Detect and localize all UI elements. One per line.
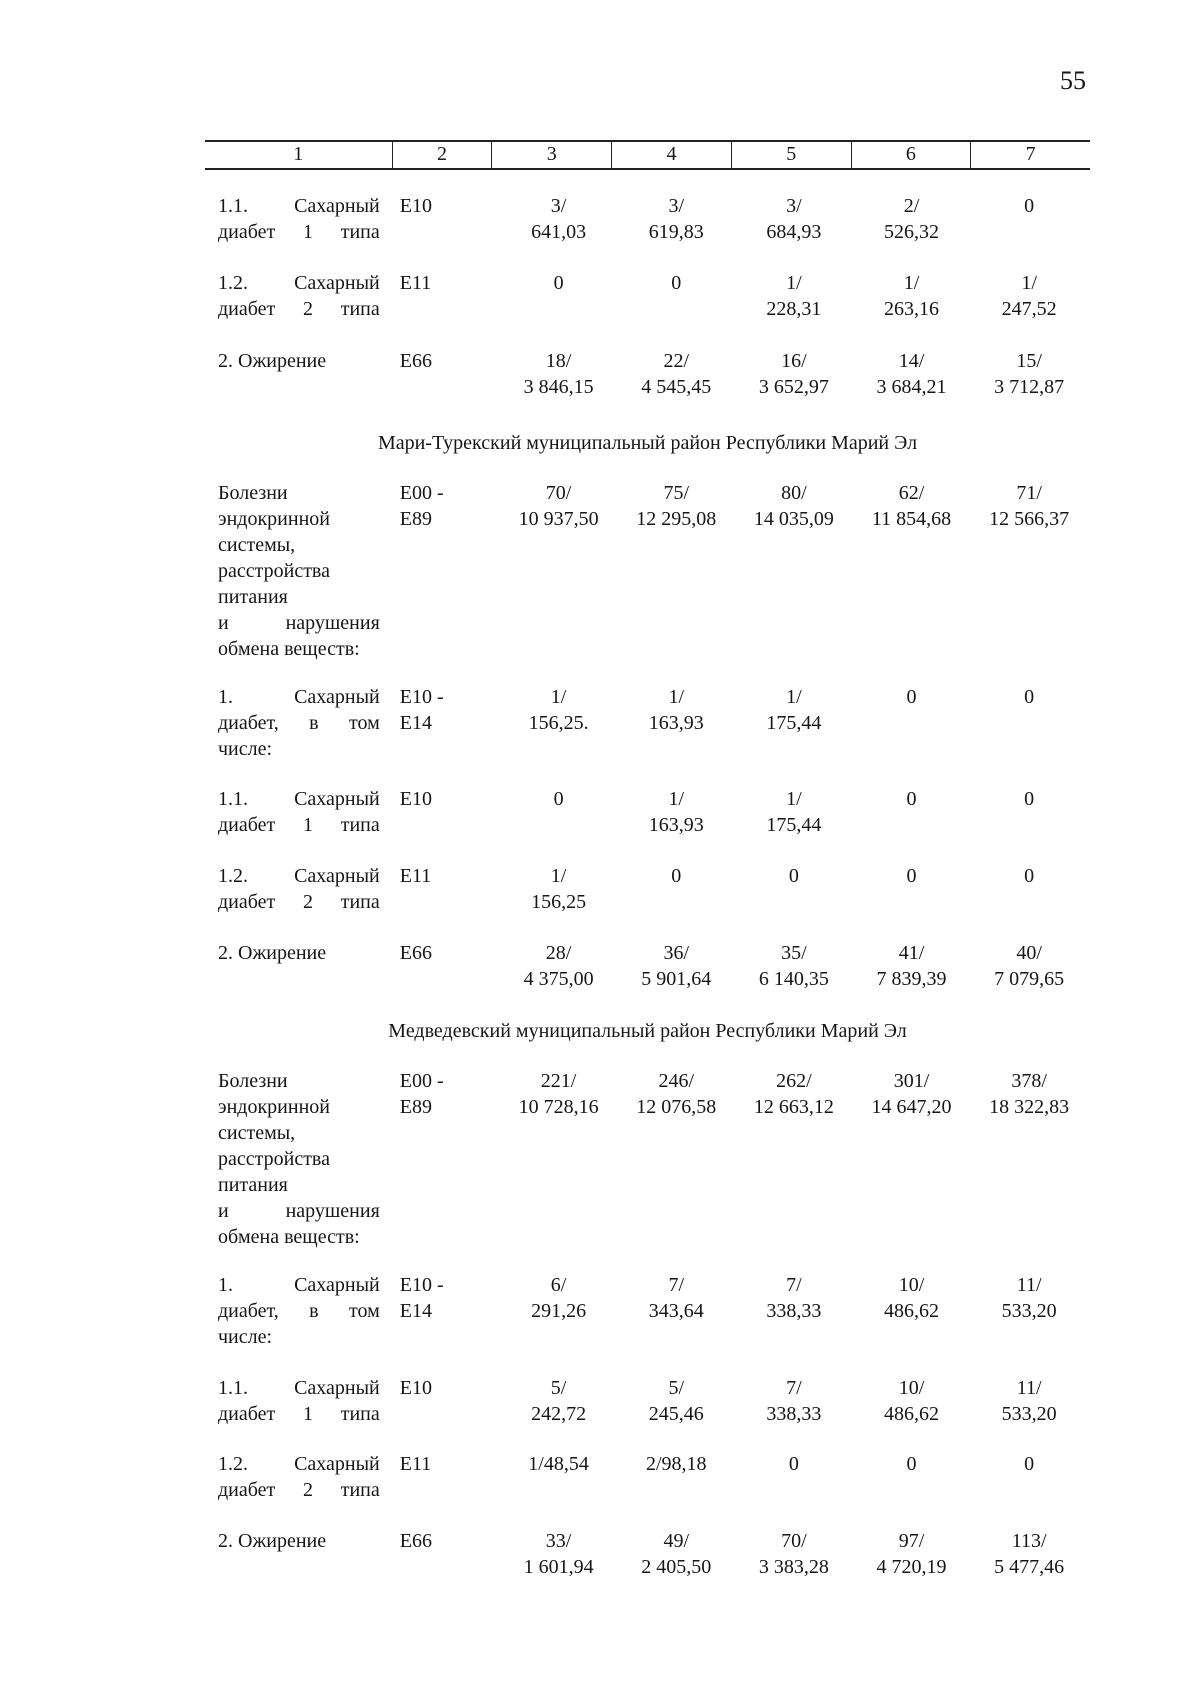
row-name-line: диабет 2 типа [218, 891, 380, 913]
value-cell: 5/ 245,46 [648, 1377, 704, 1425]
value-cell: 221/ 10 728,16 [518, 1070, 599, 1118]
row-name [218, 193, 380, 245]
table-row [218, 1451, 1088, 1503]
value-cell: 7/ 343,64 [648, 1274, 704, 1322]
value-cell: 1/ 163,93 [648, 686, 704, 734]
icd-code: E66 [399, 350, 432, 372]
icd-code: E00 - E89 [399, 1070, 444, 1118]
row-name-line: диабет 1 типа [218, 221, 380, 243]
row-name [218, 270, 380, 322]
icd-code: E11 [399, 272, 432, 294]
value-cell: 0 [788, 1453, 799, 1475]
row-name [218, 348, 380, 400]
value-cell: 36/ 5 901,64 [641, 942, 712, 990]
column-header: 5 [731, 142, 851, 168]
row-name-line: числе: [218, 1326, 273, 1348]
row-name-line: и нарушения [218, 1200, 380, 1222]
icd-code: E10 - E14 [399, 686, 444, 734]
row-name-line: диабет 1 типа [218, 814, 380, 836]
value-cell: 40/ 7 079,65 [994, 942, 1065, 990]
value-cell: 6/ 291,26 [531, 1274, 587, 1322]
row-name-line: питания [218, 1174, 288, 1196]
value-cell: 16/ 3 652,97 [758, 350, 829, 398]
row-name-line: 1.1. Сахарный [218, 788, 380, 810]
value-cell: 18/ 3 846,15 [523, 350, 594, 398]
value-cell: 0 [671, 272, 682, 294]
value-cell: 15/ 3 712,87 [994, 350, 1065, 398]
column-header: 6 [851, 142, 971, 168]
value-cell: 0 [1024, 686, 1035, 708]
section-title: Медведевский муниципальный район Республики Марий Эл [388, 1020, 907, 1042]
row-name [218, 1451, 380, 1503]
row-name-line: 1.2. Сахарный [218, 272, 380, 294]
row-name-line: Болезни [218, 1070, 288, 1092]
row-name-line: диабет 2 типа [218, 1479, 380, 1501]
table-row [218, 348, 1088, 400]
value-cell: 1/ 175,44 [766, 686, 822, 734]
value-cell: 0 [906, 865, 917, 887]
value-cell: 1/ 263,16 [884, 272, 939, 320]
value-cell: 0 [1024, 865, 1035, 887]
value-cell: 33/ 1 601,94 [523, 1530, 594, 1578]
row-name [218, 1528, 380, 1580]
row-name-line: диабет, в том [218, 1300, 380, 1322]
table-row [218, 1272, 1088, 1350]
row-name-line: 1. Сахарный [218, 686, 380, 708]
value-cell: 0 [906, 686, 917, 708]
value-cell: 3/ 619,83 [648, 195, 704, 243]
value-cell: 7/ 338,33 [766, 1377, 822, 1425]
table-row [218, 480, 1088, 662]
row-name-line: диабет 2 типа [218, 298, 380, 320]
value-cell: 75/ 12 295,08 [636, 482, 717, 530]
column-header: 3 [491, 142, 611, 168]
value-cell: 2/ 526,32 [884, 195, 939, 243]
value-cell: 246/ 12 076,58 [636, 1070, 717, 1118]
value-cell: 10/ 486,62 [884, 1274, 939, 1322]
value-cell: 22/ 4 545,45 [641, 350, 712, 398]
icd-code: E10 - E14 [399, 1274, 444, 1322]
row-name [218, 786, 380, 838]
value-cell: 301/ 14 647,20 [871, 1070, 952, 1118]
value-cell: 5/ 242,72 [531, 1377, 587, 1425]
row-name-line: 1.1. Сахарный [218, 1377, 380, 1399]
value-cell: 0 [671, 865, 682, 887]
value-cell: 378/ 18 322,83 [989, 1070, 1070, 1118]
row-name [218, 1272, 380, 1350]
value-cell: 28/ 4 375,00 [523, 942, 594, 990]
icd-code: E10 [399, 195, 432, 217]
value-cell: 41/ 7 839,39 [876, 942, 947, 990]
table-row [218, 863, 1088, 915]
value-cell: 1/ 228,31 [766, 272, 822, 320]
table-row [218, 786, 1088, 838]
value-cell: 10/ 486,62 [884, 1377, 939, 1425]
value-cell: 1/ 156,25 [531, 865, 587, 913]
column-header: 7 [970, 142, 1090, 168]
value-cell: 1/ 247,52 [1001, 272, 1057, 320]
value-cell: 0 [906, 1453, 917, 1475]
value-cell: 49/ 2 405,50 [641, 1530, 712, 1578]
row-name-line: числе: [218, 738, 273, 760]
icd-code: E10 [399, 788, 432, 810]
value-cell: 1/ 175,44 [766, 788, 822, 836]
row-name-line: расстройства [218, 1148, 330, 1170]
value-cell: 3/ 684,93 [766, 195, 822, 243]
value-cell: 113/ 5 477,46 [994, 1530, 1065, 1578]
row-name [218, 684, 380, 762]
row-name-line: 1.1. Сахарный [218, 195, 380, 217]
value-cell: 97/ 4 720,19 [876, 1530, 947, 1578]
row-name-line: 1.2. Сахарный [218, 865, 380, 887]
table-row [218, 193, 1088, 245]
row-name-line: системы, [218, 1122, 296, 1144]
section-title: Мари-Турекский муниципальный район Республики Марий Эл [377, 432, 918, 454]
value-cell: 1/ 156,25. [528, 686, 589, 734]
row-name [218, 1375, 380, 1427]
row-name [218, 863, 380, 915]
row-name-line: диабет, в том [218, 712, 380, 734]
column-header: 4 [611, 142, 731, 168]
value-cell: 1/48,54 [528, 1453, 589, 1475]
row-name-line: 1. Сахарный [218, 1274, 380, 1296]
value-cell: 11/ 533,20 [1001, 1377, 1057, 1425]
icd-code: E11 [399, 1453, 432, 1475]
table-row [218, 270, 1088, 322]
row-name-line: эндокринной [218, 1096, 330, 1118]
value-cell: 80/ 14 035,09 [753, 482, 834, 530]
value-cell: 71/ 12 566,37 [989, 482, 1070, 530]
row-name-line: обмена веществ: [218, 1226, 360, 1248]
row-name [218, 480, 380, 662]
value-cell: 70/ 10 937,50 [518, 482, 599, 530]
row-name-line: 1.2. Сахарный [218, 1453, 380, 1475]
value-cell: 0 [906, 788, 917, 810]
value-cell: 62/ 11 854,68 [871, 482, 952, 530]
value-cell: 0 [1024, 788, 1035, 810]
value-cell: 1/ 163,93 [648, 788, 704, 836]
row-name-line: 2. Ожирение [218, 942, 327, 964]
value-cell: 0 [788, 865, 799, 887]
value-cell: 11/ 533,20 [1001, 1274, 1057, 1322]
table-row [218, 940, 1088, 992]
row-name-line: питания [218, 586, 288, 608]
column-header: 2 [392, 142, 492, 168]
row-name-line: обмена веществ: [218, 638, 360, 660]
value-cell: 262/ 12 663,12 [753, 1070, 834, 1118]
icd-code: E11 [399, 865, 432, 887]
icd-code: E66 [399, 1530, 432, 1552]
row-name-line: 2. Ожирение [218, 350, 327, 372]
icd-code: E66 [399, 942, 432, 964]
value-cell: 2/98,18 [645, 1453, 707, 1475]
column-header: 1 [293, 143, 304, 165]
page-number: 55 [1060, 66, 1086, 95]
value-cell: 14/ 3 684,21 [876, 350, 947, 398]
icd-code: E10 [399, 1377, 432, 1399]
value-cell: 0 [553, 272, 564, 294]
row-name-line: 2. Ожирение [218, 1530, 327, 1552]
value-cell: 0 [1024, 1453, 1035, 1475]
row-name-line: эндокринной [218, 508, 330, 530]
value-cell: 0 [553, 788, 564, 810]
row-name-line: и нарушения [218, 612, 380, 634]
row-name-line: Болезни [218, 482, 288, 504]
value-cell: 3/ 641,03 [531, 195, 587, 243]
value-cell: 0 [1024, 195, 1035, 217]
row-name-line: расстройства [218, 560, 330, 582]
table-row [218, 684, 1088, 762]
icd-code: E00 - E89 [399, 482, 444, 530]
value-cell: 70/ 3 383,28 [758, 1530, 829, 1578]
value-cell: 35/ 6 140,35 [758, 942, 829, 990]
table-row [218, 1068, 1088, 1250]
row-name [218, 940, 380, 992]
row-name-line: системы, [218, 534, 296, 556]
table-row [218, 1375, 1088, 1427]
row-name-line: диабет 1 типа [218, 1403, 380, 1425]
value-cell: 7/ 338,33 [766, 1274, 822, 1322]
row-name [218, 1068, 380, 1250]
table-row [218, 1528, 1088, 1580]
